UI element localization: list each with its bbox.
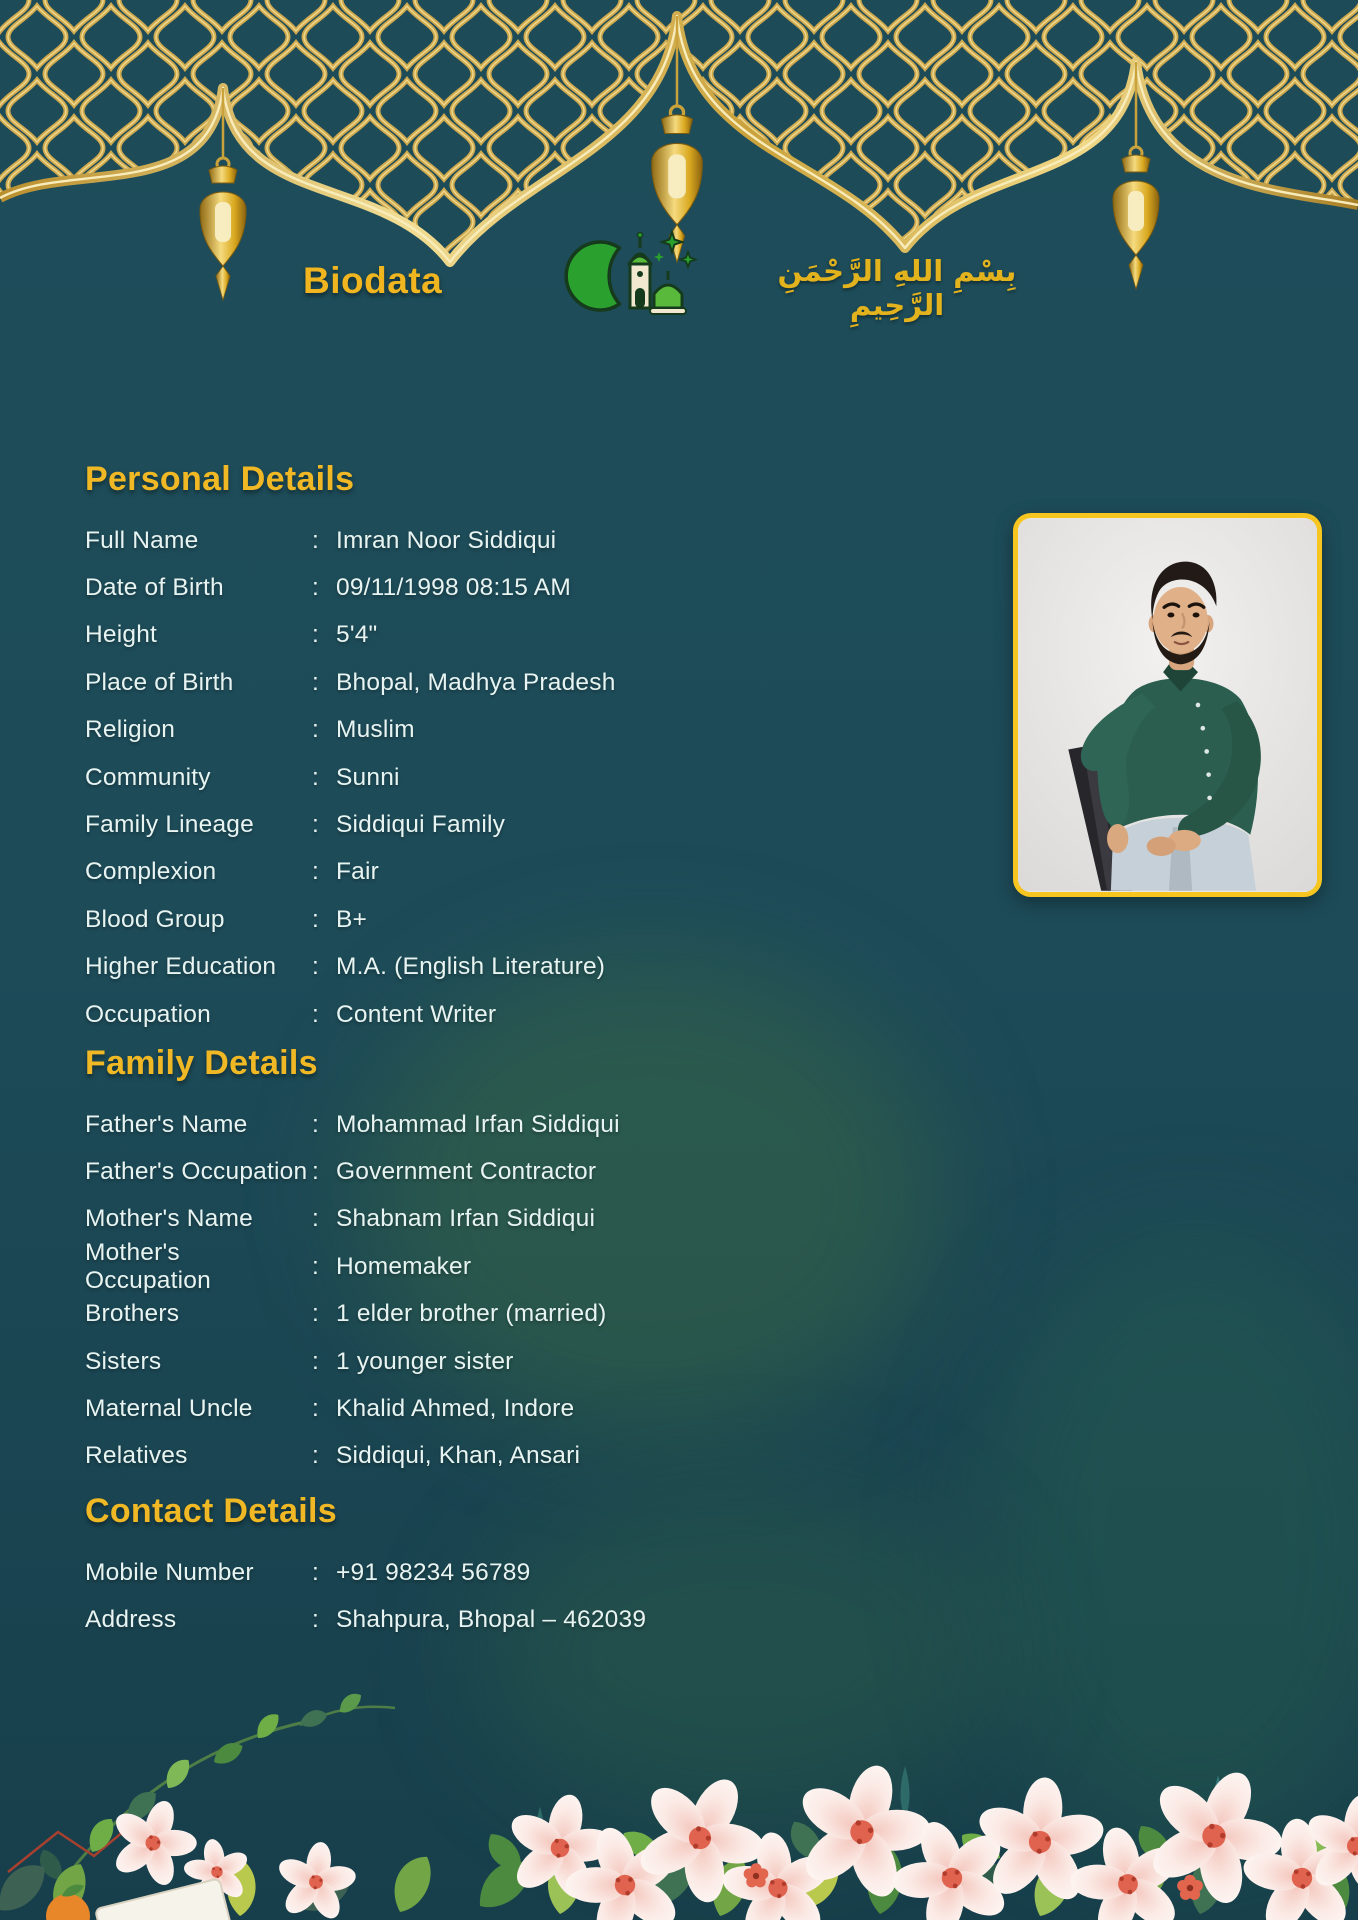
detail-row — [85, 1433, 620, 1480]
detail-colon: : — [312, 526, 320, 554]
detail-colon: : — [312, 621, 320, 649]
detail-label: Blood Group — [85, 905, 225, 933]
detail-label: Mother's Occupation — [85, 1238, 211, 1294]
detail-label: Father's Name — [85, 1110, 248, 1138]
detail-label: Father's Occupation — [85, 1158, 308, 1186]
detail-colon: : — [312, 811, 320, 839]
flower-garland — [0, 1680, 1358, 1920]
detail-label: Date of Birth — [85, 574, 224, 602]
islamic-arch-pattern — [0, 0, 1358, 400]
detail-label: Brothers — [85, 1300, 180, 1328]
detail-colon: : — [312, 1347, 320, 1375]
page-title: Biodata — [303, 260, 443, 301]
detail-colon: : — [312, 1000, 320, 1028]
detail-row — [85, 896, 616, 943]
detail-row — [85, 564, 616, 611]
detail-label: Full Name — [85, 526, 199, 554]
detail-colon: : — [312, 763, 320, 791]
detail-label: Community — [85, 763, 211, 791]
detail-value: Sunni — [336, 763, 400, 791]
section-heading: Personal Details — [85, 460, 355, 498]
detail-colon: : — [312, 1110, 320, 1138]
detail-row — [85, 754, 616, 801]
section-family-details — [85, 1044, 620, 1480]
detail-colon: : — [312, 668, 320, 696]
detail-row — [85, 659, 616, 706]
detail-value: Bhopal, Madhya Pradesh — [336, 668, 616, 696]
detail-value: Imran Noor Siddiqui — [336, 526, 557, 554]
detail-value: Muslim — [336, 716, 415, 744]
detail-label: Higher Education — [85, 953, 277, 981]
detail-value: 09/11/1998 08:15 AM — [336, 574, 571, 602]
portrait-illustration — [1018, 518, 1317, 892]
detail-value: Mohammad Irfan Siddiqui — [336, 1110, 620, 1138]
detail-value: 5'4" — [336, 621, 378, 649]
detail-colon: : — [312, 1395, 320, 1423]
detail-colon: : — [312, 1300, 320, 1328]
detail-label: Religion — [85, 716, 176, 744]
detail-value: Shabnam Irfan Siddiqui — [336, 1205, 596, 1233]
mosque-crescent-icon — [560, 222, 710, 316]
detail-row — [85, 1101, 620, 1148]
detail-colon: : — [312, 574, 320, 602]
detail-row — [85, 612, 616, 659]
detail-colon: : — [312, 905, 320, 933]
detail-label: Mother's Name — [85, 1205, 253, 1233]
detail-label: Occupation — [85, 1000, 211, 1028]
section-heading: Contact Details — [85, 1492, 337, 1530]
detail-value: Siddiqui Family — [336, 811, 506, 839]
detail-value: Content Writer — [336, 1000, 497, 1028]
detail-colon: : — [312, 716, 320, 744]
detail-value: Siddiqui, Khan, Ansari — [336, 1442, 581, 1470]
detail-label: Maternal Uncle — [85, 1395, 253, 1423]
detail-label: Complexion — [85, 858, 217, 886]
detail-value: Government Contractor — [336, 1158, 597, 1186]
detail-value: Homemaker — [336, 1252, 472, 1280]
detail-value: 1 elder brother (married) — [336, 1300, 607, 1328]
detail-label: Address — [85, 1606, 177, 1634]
detail-row — [85, 517, 616, 564]
detail-colon: : — [312, 1158, 320, 1186]
detail-colon: : — [312, 1252, 320, 1280]
detail-row — [85, 1596, 646, 1643]
detail-colon: : — [312, 1606, 320, 1634]
detail-row — [85, 944, 616, 991]
detail-label: Family Lineage — [85, 811, 254, 839]
detail-row — [85, 1549, 646, 1596]
detail-label: Relatives — [85, 1442, 188, 1470]
detail-colon: : — [312, 953, 320, 981]
detail-colon: : — [312, 1442, 320, 1470]
detail-row — [85, 1291, 620, 1338]
detail-row — [85, 849, 616, 896]
detail-row — [85, 801, 616, 848]
detail-row — [85, 991, 616, 1038]
detail-value: Fair — [336, 858, 379, 886]
section-contact-details — [85, 1492, 646, 1644]
detail-value: B+ — [336, 905, 368, 933]
detail-value: +91 98234 56789 — [336, 1558, 531, 1586]
detail-value: M.A. (English Literature) — [336, 953, 606, 981]
detail-colon: : — [312, 1205, 320, 1233]
section-heading: Family Details — [85, 1044, 318, 1082]
detail-colon: : — [312, 858, 320, 886]
detail-value: 1 younger sister — [336, 1347, 514, 1375]
bismillah-calligraphy: بِسْمِ اللهِ الرَّحْمَنِ الرَّحِيمِ — [777, 254, 1017, 322]
detail-label: Place of Birth — [85, 668, 234, 696]
profile-photo — [1013, 513, 1322, 897]
detail-label: Height — [85, 621, 158, 649]
detail-label: Mobile Number — [85, 1558, 254, 1586]
detail-colon: : — [312, 1558, 320, 1586]
detail-row — [85, 1238, 620, 1294]
detail-row — [85, 1148, 620, 1195]
detail-row — [85, 1385, 620, 1432]
detail-row — [85, 707, 616, 754]
detail-value: Khalid Ahmed, Indore — [336, 1395, 575, 1423]
detail-row — [85, 1196, 620, 1243]
section-personal-details — [85, 460, 616, 1038]
detail-label: Sisters — [85, 1347, 162, 1375]
detail-value: Shahpura, Bhopal – 462039 — [336, 1606, 647, 1634]
detail-row — [85, 1338, 620, 1385]
